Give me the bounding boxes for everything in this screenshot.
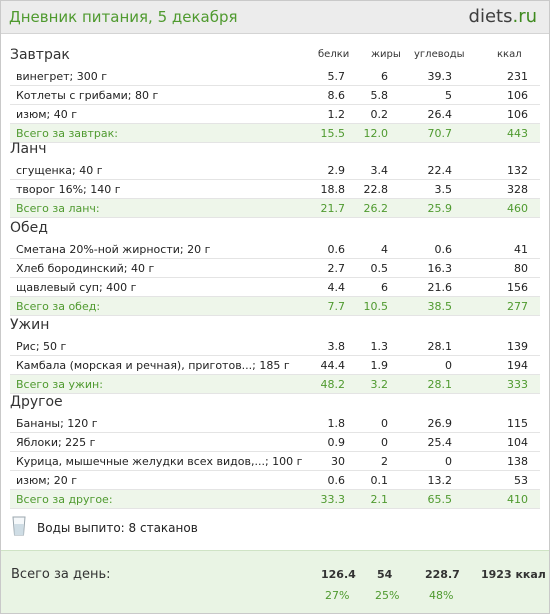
- food-name[interactable]: Курица, мышечные желудки всех видов,...; 100 г: [16, 455, 303, 468]
- kcal-value: 231: [507, 70, 528, 83]
- fat-value: 3.2: [370, 378, 388, 391]
- glass-icon: [12, 516, 26, 536]
- logo-name: diets: [468, 6, 513, 27]
- kcal-value: 156: [507, 281, 528, 294]
- meal-total-row: [10, 297, 540, 316]
- meal-total-row: [10, 490, 540, 509]
- carbs-value: 22.4: [427, 164, 452, 177]
- col-fat: жиры: [371, 49, 401, 60]
- kcal-value: 80: [514, 262, 528, 275]
- day-fat: 54: [377, 568, 393, 581]
- kcal-value: 277: [507, 300, 528, 313]
- day-protein-pct: 27%: [325, 589, 350, 602]
- carbs-value: 39.3: [427, 70, 452, 83]
- protein-value: 18.8: [320, 183, 345, 196]
- fat-value: 3.4: [370, 164, 388, 177]
- protein-value: 0.6: [327, 474, 345, 487]
- fat-value: 2.1: [370, 493, 388, 506]
- protein-value: 2.7: [327, 262, 345, 275]
- protein-value: 8.6: [327, 89, 345, 102]
- food-row[interactable]: [10, 161, 540, 180]
- food-row[interactable]: [10, 337, 540, 356]
- kcal-value: 132: [507, 164, 528, 177]
- kcal-value: 139: [507, 340, 528, 353]
- meal-total-label: Всего за обед:: [16, 300, 101, 313]
- meal-title: Обед: [10, 220, 48, 236]
- col-protein: белки: [318, 49, 350, 60]
- food-name[interactable]: изюм; 40 г: [16, 108, 78, 121]
- day-fat-pct: 25%: [375, 589, 400, 602]
- kcal-value: 138: [507, 455, 528, 468]
- carbs-value: 70.7: [427, 127, 452, 140]
- carbs-value: 25.9: [427, 202, 452, 215]
- meal-total-row: [10, 199, 540, 218]
- food-row[interactable]: [10, 433, 540, 452]
- fat-value: 12.0: [363, 127, 388, 140]
- protein-value: 44.4: [320, 359, 345, 372]
- food-name[interactable]: винегрет; 300 г: [16, 70, 108, 83]
- meal-total-label: Всего за завтрак:: [16, 127, 119, 140]
- protein-value: 0.9: [327, 436, 345, 449]
- fat-value: 26.2: [363, 202, 388, 215]
- carbs-value: 0: [445, 359, 452, 372]
- fat-value: 5.8: [370, 89, 388, 102]
- meal-title: Ланч: [10, 141, 47, 157]
- day-kcal: 1923 ккал: [481, 568, 546, 581]
- food-name[interactable]: творог 16%; 140 г: [16, 183, 121, 196]
- food-row[interactable]: [10, 86, 540, 105]
- kcal-value: 53: [514, 474, 528, 487]
- protein-value: 15.5: [320, 127, 345, 140]
- food-row[interactable]: [10, 356, 540, 375]
- page-title: Дневник питания, 5 декабря: [9, 8, 238, 26]
- carbs-value: 28.1: [427, 340, 452, 353]
- food-row[interactable]: [10, 105, 540, 124]
- protein-value: 2.9: [327, 164, 345, 177]
- carbs-value: 26.9: [427, 417, 452, 430]
- kcal-value: 443: [507, 127, 528, 140]
- fat-value: 6: [381, 281, 388, 294]
- meal-total-row: [10, 375, 540, 394]
- carbs-value: 0.6: [434, 243, 452, 256]
- food-name[interactable]: Сметана 20%-ной жирности; 20 г: [16, 243, 211, 256]
- fat-value: 0.1: [370, 474, 388, 487]
- fat-value: 1.3: [370, 340, 388, 353]
- carbs-value: 28.1: [427, 378, 452, 391]
- food-name[interactable]: Камбала (морская и речная), приготов...; 185 г: [16, 359, 290, 372]
- kcal-value: 410: [507, 493, 528, 506]
- protein-value: 1.2: [327, 108, 345, 121]
- protein-value: 48.2: [320, 378, 345, 391]
- protein-value: 21.7: [320, 202, 345, 215]
- food-name[interactable]: сгущенка; 40 г: [16, 164, 103, 177]
- protein-value: 4.4: [327, 281, 345, 294]
- fat-value: 2: [381, 455, 388, 468]
- kcal-value: 106: [507, 108, 528, 121]
- day-total-label: Всего за день:: [11, 567, 111, 582]
- food-row[interactable]: [10, 414, 540, 433]
- food-name[interactable]: Котлеты с грибами; 80 г: [16, 89, 159, 102]
- fat-value: 22.8: [363, 183, 388, 196]
- header-bar: [1, 1, 549, 34]
- day-total: [1, 550, 549, 613]
- food-name[interactable]: Рис; 50 г: [16, 340, 67, 353]
- food-name[interactable]: Яблоки; 225 г: [16, 436, 96, 449]
- day-carbs-pct: 48%: [429, 589, 454, 602]
- food-row[interactable]: [10, 67, 540, 86]
- meal-total-row: [10, 124, 540, 143]
- carbs-value: 16.3: [427, 262, 452, 275]
- meal-total-label: Всего за ужин:: [16, 378, 103, 391]
- food-row[interactable]: [10, 180, 540, 199]
- col-carbs: углеводы: [414, 49, 465, 60]
- carbs-value: 25.4: [427, 436, 452, 449]
- kcal-value: 194: [507, 359, 528, 372]
- logo-tld: ru: [518, 6, 537, 27]
- kcal-value: 115: [507, 417, 528, 430]
- protein-value: 0.6: [327, 243, 345, 256]
- food-row[interactable]: [10, 452, 540, 471]
- fat-value: 4: [381, 243, 388, 256]
- site-logo[interactable]: [469, 6, 537, 27]
- column-headers: [0, 49, 550, 63]
- kcal-value: 333: [507, 378, 528, 391]
- meal-title: Ужин: [10, 317, 50, 333]
- day-protein: 126.4: [321, 568, 356, 581]
- protein-value: 33.3: [320, 493, 345, 506]
- meal-total-label: Всего за другое:: [16, 493, 113, 506]
- carbs-value: 3.5: [434, 183, 452, 196]
- protein-value: 1.8: [327, 417, 345, 430]
- col-kcal: ккал: [497, 49, 522, 60]
- food-row[interactable]: [10, 240, 540, 259]
- kcal-value: 328: [507, 183, 528, 196]
- water-text: Воды выпито: 8 стаканов: [37, 521, 198, 535]
- food-row[interactable]: [10, 259, 540, 278]
- water-intake: [10, 516, 410, 538]
- fat-value: 0: [381, 417, 388, 430]
- food-name[interactable]: Бананы; 120 г: [16, 417, 98, 430]
- carbs-value: 0: [445, 455, 452, 468]
- kcal-value: 460: [507, 202, 528, 215]
- meal-title: Другое: [10, 394, 63, 410]
- food-row[interactable]: [10, 278, 540, 297]
- carbs-value: 21.6: [427, 281, 452, 294]
- protein-value: 3.8: [327, 340, 345, 353]
- carbs-value: 5: [445, 89, 452, 102]
- fat-value: 0.2: [370, 108, 388, 121]
- food-name[interactable]: Хлеб бородинский; 40 г: [16, 262, 155, 275]
- carbs-value: 65.5: [427, 493, 452, 506]
- logo-dot: .: [512, 6, 519, 27]
- fat-value: 10.5: [363, 300, 388, 313]
- food-name[interactable]: изюм; 20 г: [16, 474, 78, 487]
- meal-total-label: Всего за ланч:: [16, 202, 100, 215]
- kcal-value: 41: [514, 243, 528, 256]
- day-carbs: 228.7: [425, 568, 460, 581]
- food-name[interactable]: щавлевый суп; 400 г: [16, 281, 137, 294]
- carbs-value: 13.2: [427, 474, 452, 487]
- fat-value: 6: [381, 70, 388, 83]
- protein-value: 7.7: [327, 300, 345, 313]
- fat-value: 1.9: [370, 359, 388, 372]
- protein-value: 30: [331, 455, 345, 468]
- food-row[interactable]: [10, 471, 540, 490]
- fat-value: 0.5: [370, 262, 388, 275]
- kcal-value: 104: [507, 436, 528, 449]
- carbs-value: 26.4: [427, 108, 452, 121]
- fat-value: 0: [381, 436, 388, 449]
- protein-value: 5.7: [327, 70, 345, 83]
- kcal-value: 106: [507, 89, 528, 102]
- carbs-value: 38.5: [427, 300, 452, 313]
- meal-title: Завтрак: [10, 47, 70, 63]
